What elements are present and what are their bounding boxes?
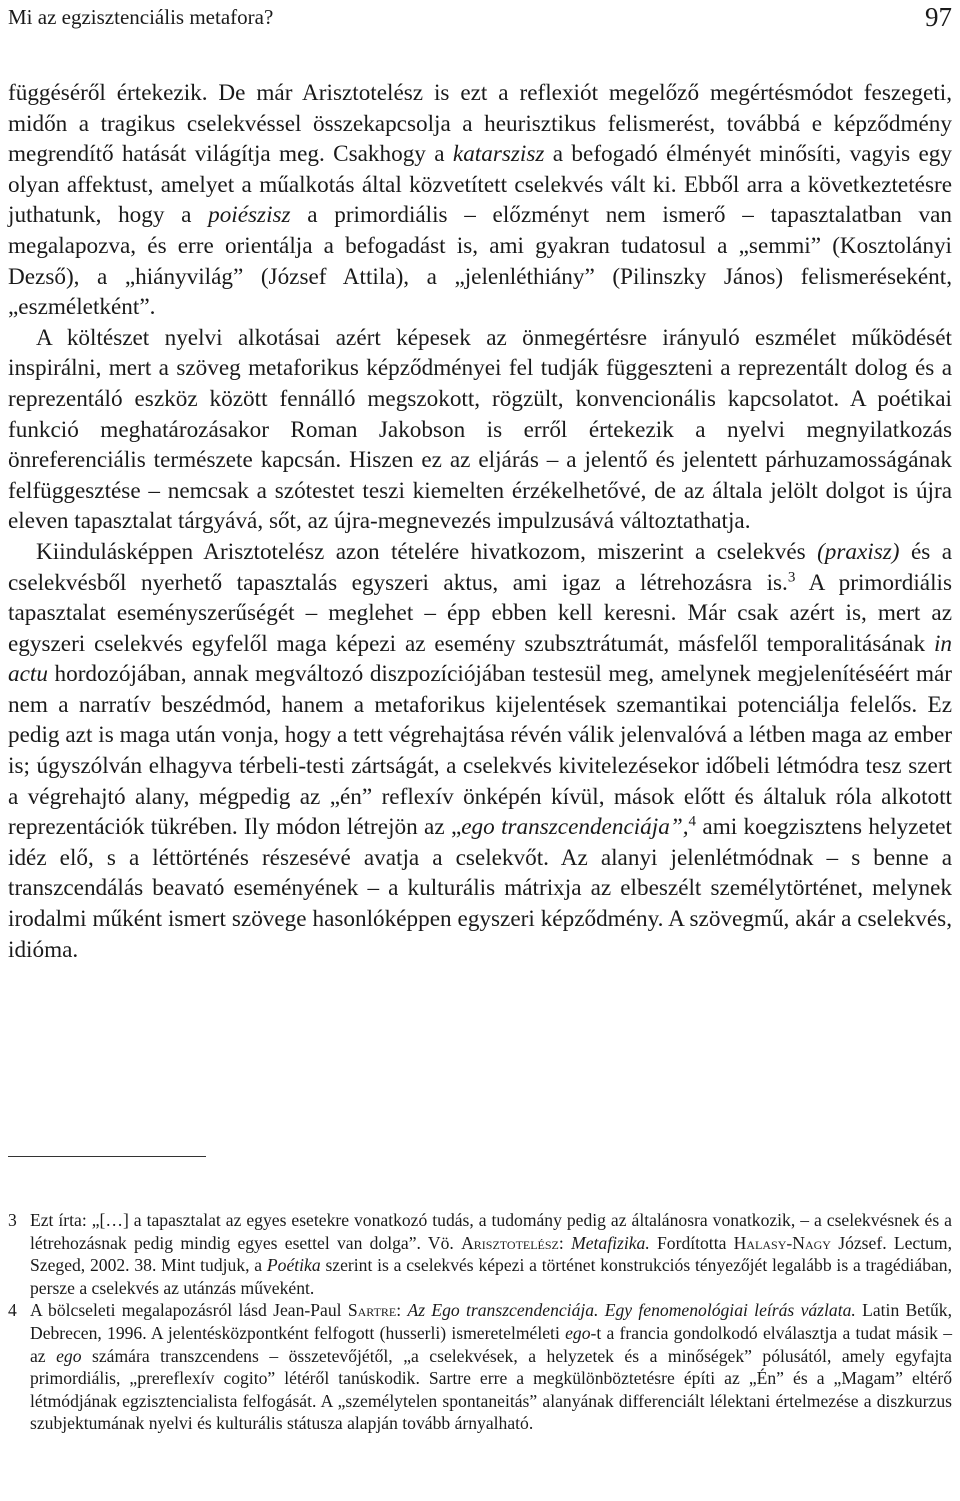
footnote-separator (8, 1156, 206, 1157)
page-number: 97 (925, 2, 952, 32)
paragraph-2: A költészet nyelvi alkotásai azért képesek az önmegértésre irányuló eszmélet működését inspirálni, mert a szöveg metaforikus képződményei fel tudják függeszteni a reprezentált dolog és a reprezentáló eszköz között fennálló megszokott, rögzült, konvencionális kapcsolatot. A poétikai funkció meghatározásakor Roman Jakobson is erről értekezik a nyelvi megnyilatkozás önreferenciális természete kapcsán. Hiszen ez az eljárás – a jelentő és jelentett párhuzamosságának felfüggesztése – nemcsak a szótestet teszi kiemelten érzékelhetővé, de az általa jelölt dolgot is újra eleven tapasztalat tárgyává, sőt, az újra-megnevezés impulzusává változtathatja. (8, 324, 952, 535)
author-name: Sartre (347, 1300, 397, 1321)
paragraph-3: Kiindulásképpen Arisztotelész azon tételére hivatkozom, miszerint a cselekvés (praxisz) és a cselekvésből nyerhető tapasztalás egyszeri aktus, ami igaz a létrehozásra is.$^3$ A primordiális tapasztalat eseményszerűségét – meglehet – épp ebben kell keresni. Már csak azért is, mert az egyszeri cselekvés egyfelől maga képezi az esemény szubsztrátumát, másfelől temporalitásának in actu hordozójában, annak megváltozó diszpozíciójában testesül meg, amelynek megjelenítéséért már nem a narratív beszédmód, hanem a metaforikus kijelentések szemantikai potenciálja felelős. Ez pedig azt is maga után vonja, hogy a tett végrehajtása révén válik jelenvalóvá a létben maga az ember is; úgyszólván elhagyva térbeli-testi zártságát, a cselekvés kivitelezésekor időbeli létmódra tesz szert a végrehajtó alany, mégpedig az „én” reflexív önképén kívül, mások előtt és általuk róla alkotott reprezentációk tükrében. Ily módon létrejön az „ego transzcendenciája”,$^4$ ami koegzisztens helyzetet idéz elő, s a léttörténés részesévé avatja a cselekvőt. Az alanyi jelenlétmódnak – s benne a transzcendálás beavató eseményének – a kulturális mátrixja az elbeszélt személytörténet, melynek irodalmi műként ismert szövege hasonlóképpen egyszeri képződmény. A szövegmű, akár a cselekvés, idióma. (8, 538, 952, 963)
footnote-ref-4[interactable]: 4 (688, 813, 697, 830)
italic-term-ego: ego (565, 1322, 591, 1343)
running-head (8, 0, 952, 30)
italic-term-katarszisz: katarszisz (452, 141, 545, 168)
body-text (8, 78, 952, 965)
author-name: Arisztotelész (461, 1232, 559, 1253)
work-title: Az Ego transzcendenciája. Egy fenomenológiai leírás vázlata. (407, 1300, 856, 1321)
italic-term-in-actu: in actu (8, 630, 952, 688)
footnote-4: 4 A bölcseleti megalapozásról lásd Jean-Paul Sartre: Az Ego transzcendenciája. Egy fenomenológiai leírás vázlata. Latin Betűk, Debrecen, 1996. A jelentésközpontként felfogott (husserli) ismeretelméleti ego-t a francia gondolkodó elválasztja a tudat másik – az ego számára transzcendens – összetevőjétől, „a cselekvések, a helyzetek és a minőségek” pólusától, amely egyfajta primordiális, „prereflexív cogito” létéről tanúskodik. Sartre erre a megkülönböztetésre építi az „Én” és a „Magam” eltérő létmódjának egzisztencialista felfogását. A „személytelen spontaneitás” alanyának differenciált lélektani értelmezése a diszkurzus szubjektumának nyelvi és kulturális státusza alapján tovább árnyalható. (8, 1300, 953, 1434)
footnote-ref-3[interactable]: 3 (787, 568, 796, 585)
italic-term-ego-transzcendenciaja: ego transzcendenciája (461, 814, 670, 841)
footnote-3: 3 Ezt írta: „[…] a tapasztalat az egyes esetekre vonatkozó tudás, a tudomány pedig az általánosra vonatkozik, – a cselekvésnek és a létrehozásnak pedig mindig egyes esettel van dolga”. Vö. Arisztotelész: Metafizika. Fordította Halasy-Nagy József. Lectum, Szeged, 2002. 38. Mint tudjuk, a Poétika szerint is a cselekvés képezi a történet konstrukciós tényezőjét legalább is a tragédiában, persze a cselekvés az utánzás műveként. (8, 1210, 953, 1298)
translator-name: Halasy-Nagy (733, 1232, 831, 1253)
italic-term-poieszisz: poiészisz (208, 202, 291, 229)
running-title: Mi az egzisztenciális metafora? (8, 5, 274, 29)
work-title: Metafizika. (571, 1232, 650, 1253)
footnotes (8, 1209, 952, 1435)
italic-term-praxisz: (praxisz) (817, 538, 900, 565)
footnote-mark-4: 4 (8, 1300, 17, 1321)
footnote-mark-3: 3 (8, 1210, 17, 1230)
work-title-poetika: Poétika (266, 1255, 321, 1276)
italic-term-ego: ego (56, 1345, 82, 1366)
paragraph-1: függéséről értekezik. De már Arisztotelész is ezt a reflexiót megelőző megértésmódot feszegeti, midőn a tragikus cselekvéssel összekapcsolja a heurisztikus felismerést, továbbá e képződmény megrendítő hatását világítja meg. Csakhogy a katarszisz a befogadó élményét minősíti, vagyis egy olyan affektust, amelyet a műalkotás által közvetített cselekvés vált ki. Ebből arra a következtetésre juthatunk, hogy a poiészisz a primordiális – előzményt nem ismerő – tapasztalatban van megalapozva, és erre orientálja a befogadást is, ami gyakran tudatosul a „semmi” (Kosztolányi Dezső), a „hiányvilág” (József Attila), a „jelenléthiány” (Pilinszky János) felismeréseként, „eszméletként”. (8, 80, 952, 321)
